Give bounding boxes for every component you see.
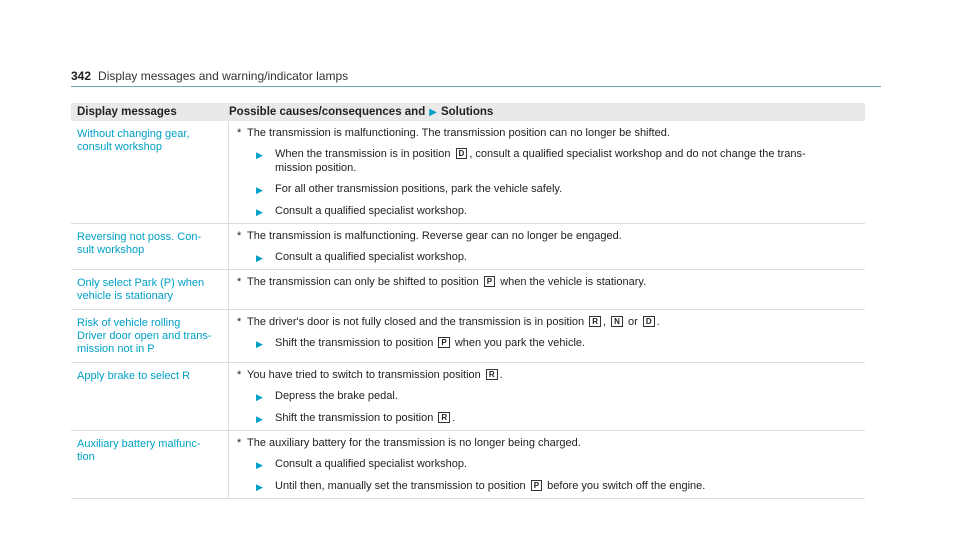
solution-step (237, 148, 865, 162)
solutions-cell (229, 363, 865, 430)
table-row (71, 363, 865, 431)
cause-text: The auxiliary battery for the transmission is no longer being charged. (247, 437, 581, 449)
solution-step-text (275, 458, 865, 472)
cause-text: The transmission is malfunctioning. The transmission position can no longer be shifted. (247, 127, 670, 139)
play-arrow-icon: ▶ (256, 482, 263, 492)
play-arrow-icon (256, 162, 265, 175)
asterisk-bullet: * (237, 127, 242, 139)
cause-text-part: , (603, 316, 610, 328)
table-body (71, 121, 865, 499)
play-arrow-icon: ▶ (256, 150, 263, 160)
cause-text: The transmission is malfunctioning. Reverse gear can no longer be engaged. (247, 230, 622, 242)
gear-symbol: D (456, 148, 468, 159)
asterisk-bullet: * (237, 230, 242, 242)
cause (237, 230, 865, 243)
solution-step-text (275, 390, 865, 404)
solution-step (237, 412, 865, 426)
table-row (71, 431, 865, 499)
step-text-part: Shift the transmission to position (275, 412, 437, 424)
play-arrow-icon: ▶ (256, 207, 263, 217)
step-text-part: Consult a qualified specialist workshop. (275, 458, 467, 470)
page-number: 342 (71, 69, 92, 83)
cause-text (247, 369, 865, 382)
asterisk-bullet: * (237, 276, 242, 288)
cause-text (247, 276, 865, 289)
column-header-messages: Display messages (77, 105, 177, 118)
gear-symbol: N (611, 316, 623, 327)
solutions-cell (229, 270, 865, 309)
solution-step-text (275, 162, 865, 175)
cause-text-part: or (624, 316, 641, 328)
cause (237, 127, 865, 140)
display-message (71, 224, 229, 269)
cause-text-part: You have tried to switch to transmission position (247, 369, 484, 381)
table-row (71, 121, 865, 224)
solution-step (237, 337, 865, 351)
display-message-line: Without changing gear, (77, 128, 190, 140)
solution-step-text (275, 205, 865, 219)
gear-symbol: P (484, 276, 495, 287)
column-header-solutions-text: Possible causes/consequences and (229, 105, 426, 118)
page-header (71, 69, 881, 87)
play-arrow-icon: ▶ (256, 339, 263, 349)
table-header (71, 103, 865, 121)
solution-step-text (275, 183, 865, 197)
gear-symbol: R (438, 412, 450, 423)
solution-step-text (275, 148, 865, 162)
cause (237, 437, 865, 450)
display-message-line: Only select Park (P) when (77, 277, 205, 289)
display-message-line: Risk of vehicle rolling (77, 317, 181, 329)
step-text-part: Depress the brake pedal. (275, 390, 398, 402)
cause-text-part: The driver's door is not fully closed and the transmission is in position (247, 316, 588, 328)
step-text-part: Consult a qualified specialist workshop. (275, 205, 467, 217)
step-text-part: Consult a qualified specialist workshop. (275, 251, 467, 263)
step-text-part: before you switch off the engine. (544, 480, 706, 492)
gear-symbol: R (486, 369, 498, 380)
display-message-line: vehicle is stationary (77, 290, 173, 302)
cause (237, 276, 865, 289)
solution-step (237, 390, 865, 404)
gear-symbol: D (643, 316, 655, 327)
cause-text-part: The transmission can only be shifted to position (247, 276, 482, 288)
messages-table (71, 103, 865, 499)
solutions-cell (229, 310, 865, 362)
gear-symbol: P (438, 337, 449, 348)
gear-symbol: P (531, 480, 542, 491)
asterisk-bullet: * (237, 316, 242, 328)
cause (237, 369, 865, 382)
solutions-cell (229, 224, 865, 269)
step-text-part: mission position. (275, 162, 357, 174)
display-message-line: Reversing not poss. Con- (77, 231, 202, 243)
display-message (71, 121, 229, 223)
play-arrow-icon: ▶ (429, 106, 437, 118)
display-message (71, 270, 229, 309)
step-text-part: , consult a qualified specialist workshop and do not change the trans- (469, 148, 806, 160)
asterisk-bullet: * (237, 369, 242, 381)
display-message-line: consult workshop (77, 141, 162, 153)
solution-step (237, 458, 865, 472)
table-row (71, 224, 865, 270)
solution-step (237, 162, 865, 175)
display-message (71, 310, 229, 362)
asterisk-bullet: * (237, 437, 242, 449)
solution-step (237, 251, 865, 265)
page-title: Display messages and warning/indicator lamps (98, 69, 349, 83)
solution-step-text (275, 480, 865, 494)
table-row (71, 270, 865, 310)
step-text-part: For all other transmission positions, park the vehicle safely. (275, 183, 563, 195)
solutions-cell (229, 431, 865, 498)
step-text-part: When the transmission is in position (275, 148, 454, 160)
cause-text-part: . (499, 369, 503, 381)
step-text-part: when you park the vehicle. (451, 337, 586, 349)
column-header-solutions-suffix: Solutions (440, 105, 494, 118)
play-arrow-icon: ▶ (256, 185, 263, 195)
solution-step-text (275, 412, 865, 426)
play-arrow-icon: ▶ (256, 253, 263, 263)
cause-text-part: when the vehicle is stationary. (497, 276, 647, 288)
cause-text (247, 316, 865, 329)
solution-step (237, 183, 865, 197)
column-header-solutions (229, 106, 865, 119)
step-text-part: . (452, 412, 456, 424)
cause (237, 316, 865, 329)
gear-symbol: R (589, 316, 601, 327)
display-message-line: tion (77, 451, 95, 463)
solution-step-text (275, 337, 865, 351)
display-message-line: Apply brake to select R (77, 370, 191, 382)
cause-text-part: . (656, 316, 660, 328)
display-message (71, 363, 229, 430)
solution-step (237, 480, 865, 494)
table-row (71, 310, 865, 363)
solution-step (237, 205, 865, 219)
display-message-line: sult workshop (77, 244, 145, 256)
display-message-line: Auxiliary battery malfunc- (77, 438, 201, 450)
play-arrow-icon: ▶ (256, 460, 263, 470)
step-text-part: Shift the transmission to position (275, 337, 437, 349)
solutions-cell (229, 121, 865, 223)
step-text-part: Until then, manually set the transmission to position (275, 480, 529, 492)
display-message-line: Driver door open and trans- (77, 330, 212, 342)
play-arrow-icon: ▶ (256, 414, 263, 424)
solution-step-text (275, 251, 865, 265)
display-message (71, 431, 229, 498)
play-arrow-icon: ▶ (256, 392, 263, 402)
display-message-line: mission not in P (77, 343, 155, 355)
